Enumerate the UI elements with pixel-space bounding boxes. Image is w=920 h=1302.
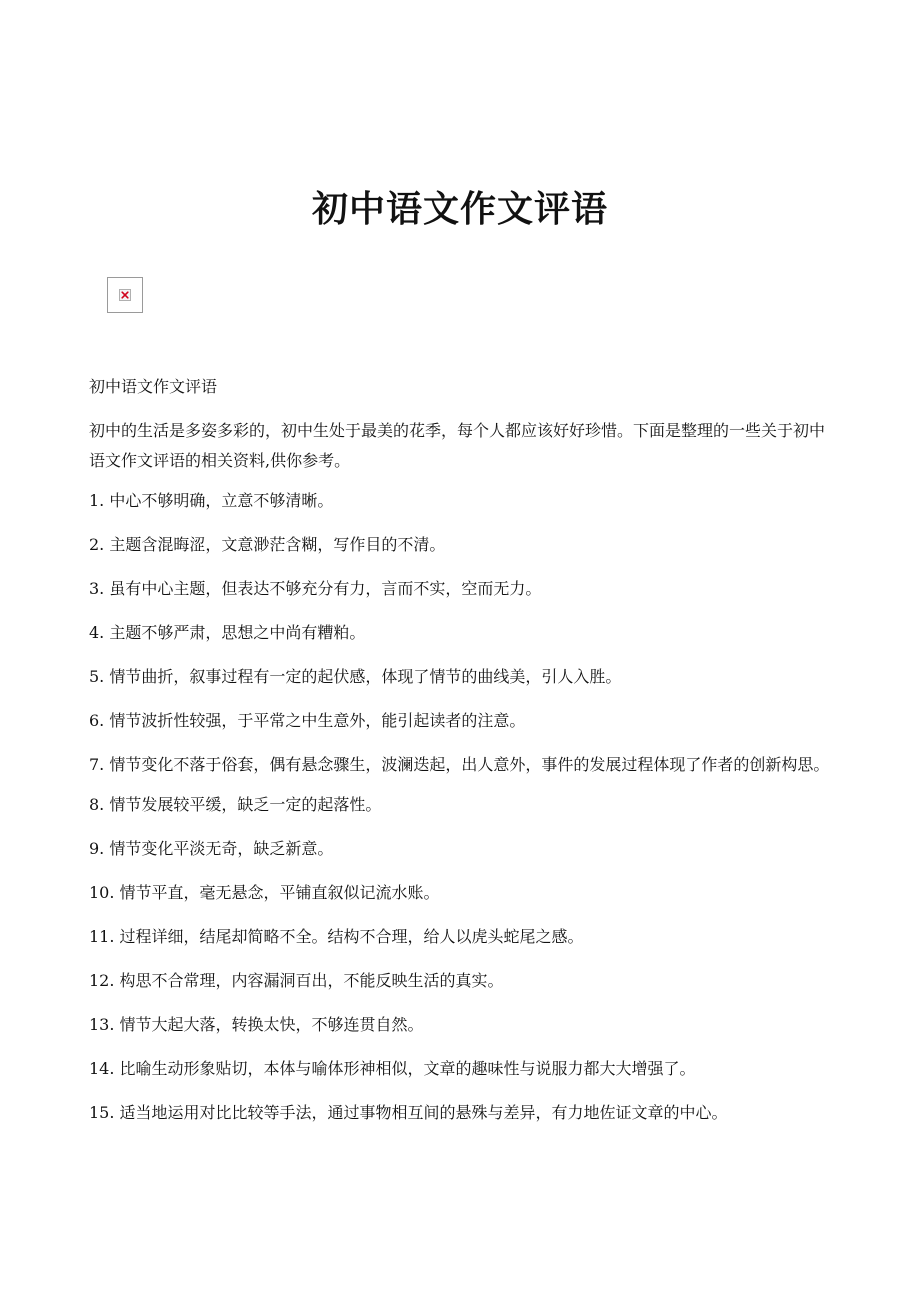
list-item: 8. 情节发展较平缓，缺乏一定的起落性。 [89, 795, 382, 814]
close-icon [121, 291, 129, 299]
list-item: 15. 适当地运用对比比较等手法，通过事物相互间的悬殊与差异，有力地佐证文章的中心。 [89, 1103, 728, 1122]
list-item: 11. 过程详细，结尾却简略不全。结构不合理，给人以虎头蛇尾之感。 [89, 927, 584, 946]
broken-image-icon [107, 277, 143, 313]
list-item: 12. 构思不合常理，内容漏洞百出，不能反映生活的真实。 [89, 971, 504, 990]
intro-paragraph: 初中的生活是多姿多彩的，初中生处于最美的花季，每个人都应该好好珍惜。下面是整理的一些关于初中语文作文评语的相关资料,供你参考。 [89, 421, 826, 470]
list-item: 14. 比喻生动形象贴切，本体与喻体形神相似，文章的趣味性与说服力都大大增强了。 [89, 1059, 696, 1078]
list-item: 4. 主题不够严肃，思想之中尚有糟粕。 [89, 623, 366, 642]
list-item: 7. 情节变化不落于俗套，偶有悬念骤生，波澜迭起，出人意外，事件的发展过程体现了作者的创新构思。 [89, 755, 830, 774]
list-item: 2. 主题含混晦涩，文意渺茫含糊，写作目的不清。 [89, 535, 446, 554]
list-item: 3. 虽有中心主题，但表达不够充分有力，言而不实，空而无力。 [89, 579, 542, 598]
document-subtitle: 初中语文作文评语 [89, 377, 218, 396]
list-item: 13. 情节大起大落，转换太快，不够连贯自然。 [89, 1015, 424, 1034]
list-item: 6. 情节波折性较强，于平常之中生意外，能引起读者的注意。 [89, 711, 526, 730]
list-item: 1. 中心不够明确，立意不够清晰。 [89, 491, 334, 510]
document-body [89, 372, 835, 1142]
document-title: 初中语文作文评语 [311, 188, 608, 230]
list-item: 9. 情节变化平淡无奇，缺乏新意。 [89, 839, 334, 858]
list-item: 10. 情节平直，毫无悬念，平铺直叙似记流水账。 [89, 883, 440, 902]
list-item: 5. 情节曲折，叙事过程有一定的起伏感，体现了情节的曲线美，引人入胜。 [89, 667, 622, 686]
broken-image-frame [119, 289, 131, 301]
